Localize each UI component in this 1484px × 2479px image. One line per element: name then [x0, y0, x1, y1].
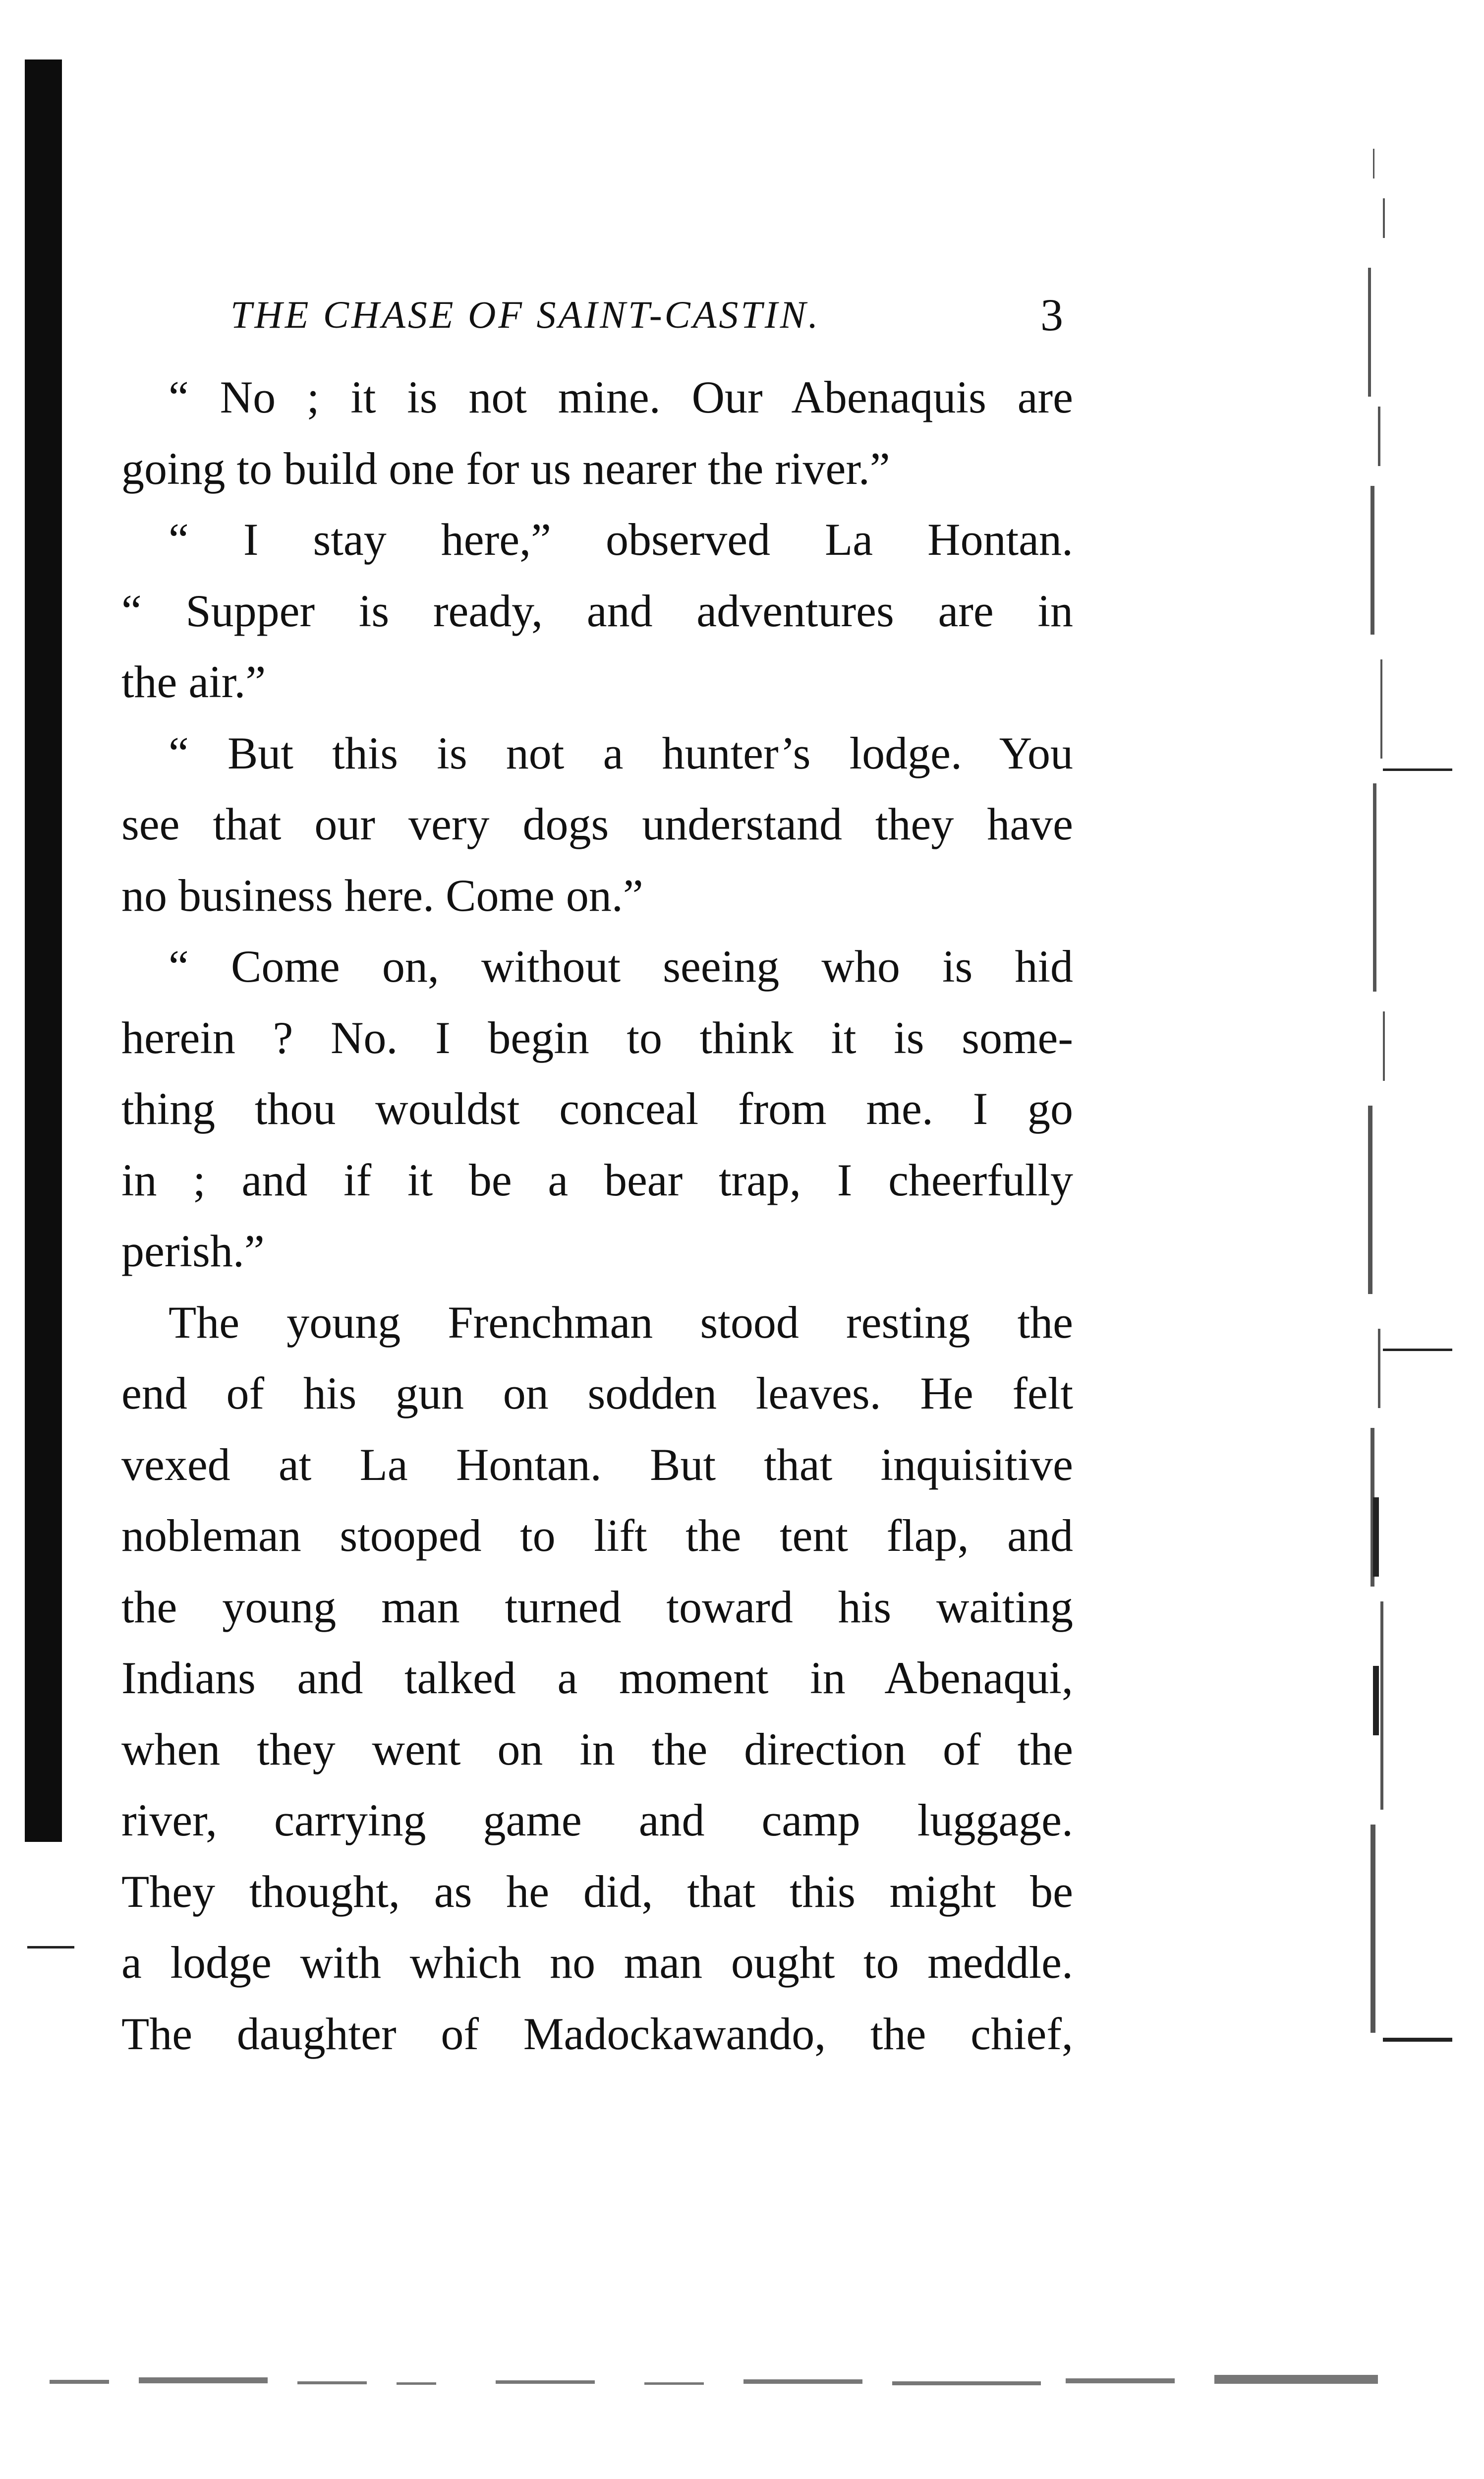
page-header: [230, 280, 1063, 350]
text-line: the air.”: [121, 656, 266, 707]
body-text: [121, 362, 1073, 2069]
text-line: end of his gun on sodden leaves. He felt: [121, 1368, 1073, 1418]
binding-edge-shadow: [25, 59, 62, 1842]
text-line: in ; and if it be a bear trap, I cheerfully: [121, 1154, 1073, 1205]
text-line: the young man turned toward his waiting: [121, 1581, 1073, 1632]
text-line: no business here. Come on.”: [121, 870, 643, 921]
text-line: thing thou wouldst conceal from me. I go: [121, 1083, 1073, 1134]
text-line: a lodge with which no man ought to meddle.: [121, 1937, 1073, 1988]
text-line: herein ? No. I begin to think it is some-: [121, 1012, 1073, 1063]
scan-noise-bottom-edge: [50, 2367, 1388, 2397]
text-line: The young Frenchman stood resting the: [169, 1297, 1073, 1348]
scan-noise-right-edge: [1353, 139, 1452, 2072]
text-line: The daughter of Madockawando, the chief,: [121, 2008, 1073, 2059]
text-line: They thought, as he did, that this might be: [121, 1866, 1073, 1917]
text-line: perish.”: [121, 1226, 265, 1276]
text-line: when they went on in the direction of the: [121, 1723, 1073, 1774]
page-number: 3: [1040, 290, 1063, 340]
text-line: river, carrying game and camp luggage.: [121, 1795, 1073, 1845]
text-line: nobleman stooped to lift the tent flap, and: [121, 1510, 1073, 1561]
text-line: “ Supper is ready, and adventures are in: [121, 585, 1073, 636]
text-line: going to build one for us nearer the river.”: [121, 443, 890, 494]
text-line: “ No ; it is not mine. Our Abenaquis are: [169, 372, 1073, 422]
margin-tick-mark: [27, 1946, 74, 1948]
text-line: “ But this is not a hunter’s lodge. You: [169, 727, 1073, 778]
text-line: see that our very dogs understand they have: [121, 799, 1073, 849]
text-line: Indians and talked a moment in Abenaqui,: [121, 1653, 1073, 1703]
running-head: THE CHASE OF SAINT-CASTIN.: [230, 293, 821, 336]
text-line: “ I stay here,” observed La Hontan.: [169, 514, 1073, 565]
text-line: vexed at La Hontan. But that inquisitive: [121, 1439, 1073, 1490]
text-line: “ Come on, without seeing who is hid: [169, 941, 1073, 992]
